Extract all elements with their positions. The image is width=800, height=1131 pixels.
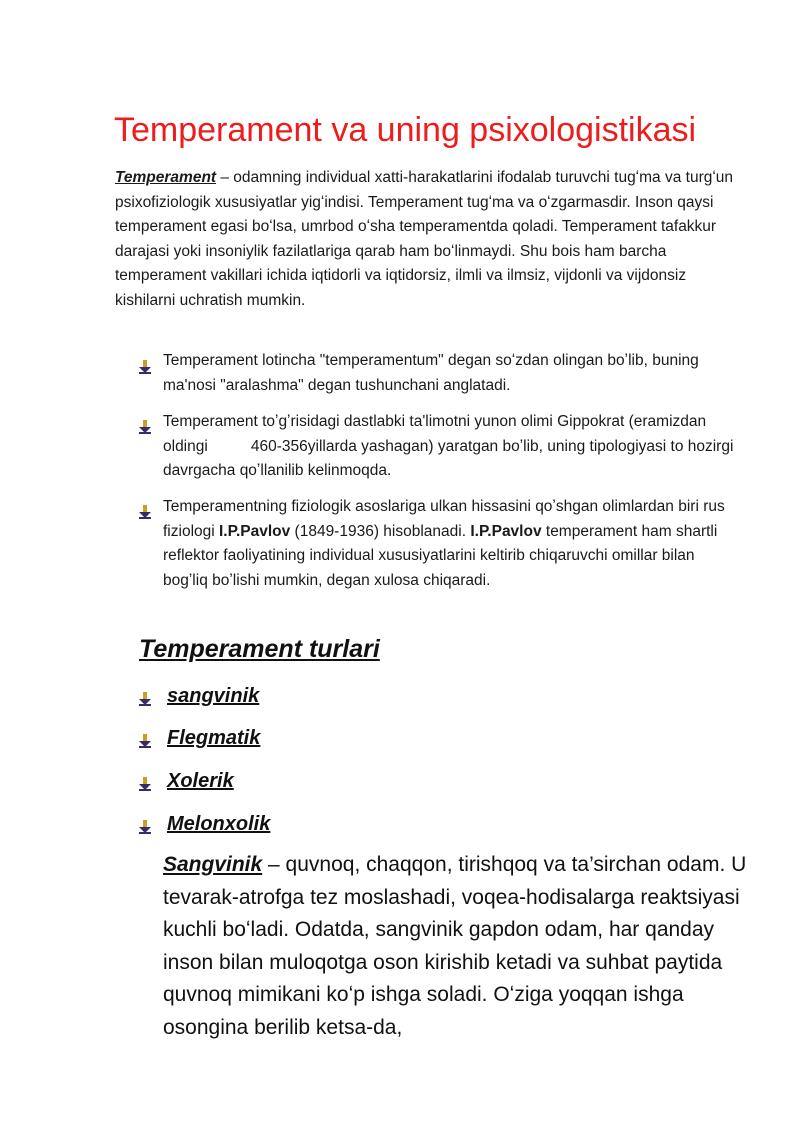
bullet-item: Temperament toʼgʼrisidagi dastlabki ta'limotni yunon olimi Gippokrat (eramizdan oldingi 460-356yillarda yashagan) yaratgan boʼlib, uning tipologiyasi to hozirgi davrgacha qoʼllanilib kelinmoqda. xyxy=(163,413,738,480)
scientist-name: I.P.Pavlov xyxy=(470,522,542,540)
sangvinik-text: – quvnoq, chaqqon, tirishqoq va ta’sirchan odam. U tevarak-atrofga tez moslashadi, voqea-hodisalarga reaktsiyasi kuchli boʻladi. Odatda, sangvinik gapdon odam, har qanday inson bilan muloqotga oson kirishib ketadi va suhbat paytida quvnoq mimikani koʻp ishga soladi. Oʻziga yoqqan ishga osongina berilib ketsa-da, xyxy=(163,853,747,1039)
arrow-down-bullet-icon xyxy=(139,360,151,374)
bullet-text: Temperamentning fiziologik asoslariga ulkan hissasini qoʼshgan olimlardan biri rus fiziologi xyxy=(163,498,725,540)
scientist-name: I.P.Pavlov xyxy=(219,522,291,540)
arrow-down-bullet-icon xyxy=(139,820,151,834)
arrow-down-bullet-icon xyxy=(139,505,151,519)
sangvinik-term: Sangvinik xyxy=(163,853,263,876)
bullet-item xyxy=(163,495,743,593)
type-label: Melonxolik xyxy=(167,813,271,835)
bullet-text: (1849-1936) hisoblanadi. xyxy=(290,522,471,540)
type-label: Xolerik xyxy=(167,770,234,792)
page-title: Temperament va uning psixologistikasi xyxy=(114,111,697,149)
types-heading: Temperament turlari xyxy=(139,635,380,663)
arrow-down-bullet-icon xyxy=(139,692,151,706)
type-label: sangvinik xyxy=(167,685,260,707)
bullet-item: Temperament lotincha "temperamentum" degan soʻzdan olingan boʼlib, buning ma'nosi "aralashma" degan tushunchani anglatadi. xyxy=(163,352,699,394)
type-label: Flegmatik xyxy=(167,727,261,749)
arrow-down-bullet-icon xyxy=(139,734,151,748)
intro-term: Temperament xyxy=(115,169,217,186)
intro-text: – odamning individual xatti-harakatlarini ifodalab turuvchi tugʻma va turgʻun psixofiziologik xususiyatlar yigʻindisi. Temperament tugʻma va oʻzgarmasdir. Inson qaysi temperament egasi boʻlsa, umrbod oʻsha temperamentda qoladi. Temperament tafakkur darajasi yoki insoniylik fazilatlariga qarab ham boʻlinmaydi. Shu bois ham barcha temperament vakillari ichida iqtidorli va iqtidorsiz, ilmli va ilmsiz, vijdonli va vijdonsiz kishilarni uchratish mumkin. xyxy=(115,169,734,309)
bullet-text: temperament ham shartli reflektor faoliyatining individual xususiyatlarini keltirib chiqaruvchi omillar bilan bogʼliq boʼlishi mumkin, degan xulosa chiqaradi. xyxy=(163,522,718,589)
sangvinik-paragraph xyxy=(163,849,753,1045)
arrow-down-bullet-icon xyxy=(139,777,151,791)
arrow-down-bullet-icon xyxy=(139,420,151,434)
intro-paragraph xyxy=(115,166,740,314)
